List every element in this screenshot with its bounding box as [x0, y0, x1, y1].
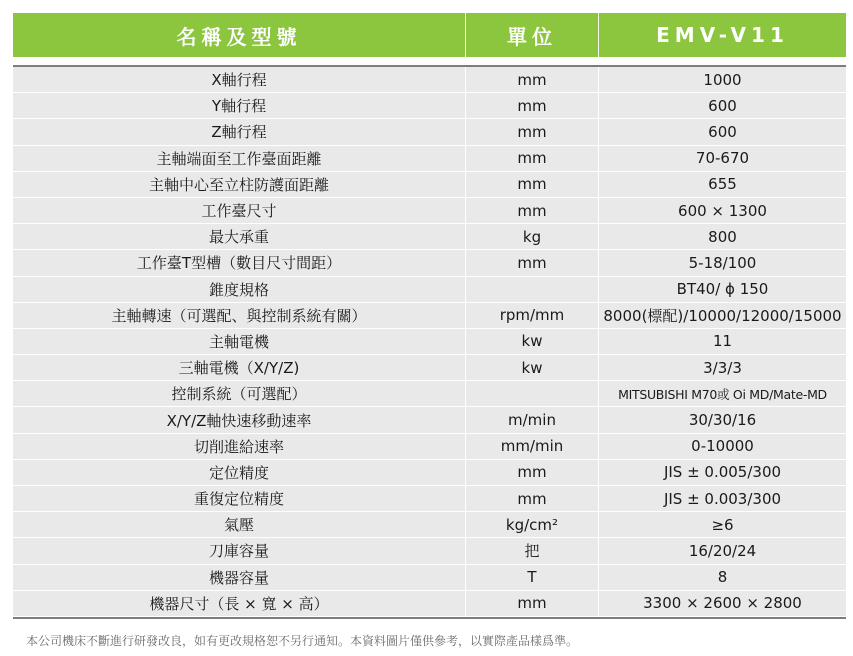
row-value-cell: 16/20/24	[688, 541, 757, 560]
table-row	[13, 277, 846, 303]
table-row	[13, 381, 846, 407]
row-unit-cell: mm	[466, 198, 599, 223]
table-row	[13, 146, 846, 172]
row-name-cell: 主軸電機	[13, 329, 466, 354]
row-name-cell: 最大承重	[13, 224, 466, 249]
row-unit-cell	[466, 381, 599, 406]
row-value-cell: 3/3/3	[703, 358, 742, 377]
row-value-cell: 600	[708, 96, 737, 115]
table-row	[13, 591, 846, 617]
row-value-cell: JIS ± 0.003/300	[663, 489, 782, 508]
row-unit-cell	[466, 277, 599, 302]
row-value-cell: 11	[712, 332, 733, 351]
table-header	[13, 13, 846, 57]
row-name-cell: 重復定位精度	[13, 486, 466, 511]
row-name-cell: 刀庫容量	[13, 538, 466, 563]
row-name-cell: X軸行程	[13, 67, 466, 92]
row-value-cell: 0-10000	[691, 437, 754, 456]
row-unit-cell: mm	[466, 591, 599, 616]
row-name-cell: 定位精度	[13, 460, 466, 485]
table-row	[13, 565, 846, 591]
row-value-cell: 70-670	[695, 149, 750, 168]
table-row	[13, 355, 846, 381]
row-unit-cell: mm	[466, 460, 599, 485]
spec-table	[13, 13, 846, 619]
row-name-cell: 氣壓	[13, 512, 466, 537]
row-value-cell: 1000	[703, 70, 742, 89]
header-model: EMV-V11	[656, 23, 789, 47]
row-value-cell: 8000(標配)/10000/12000/15000	[603, 306, 842, 325]
row-value-cell: 800	[708, 227, 737, 246]
row-value-cell: BT40/ ϕ 150	[676, 280, 769, 299]
row-name-cell: 工作臺尺寸	[13, 198, 466, 223]
footnote: 本公司機床不斷進行研發改良，如有更改規格恕不另行通知。本資料圖片僅供參考，以實際產品樣爲準。	[26, 634, 579, 648]
table-row	[13, 538, 846, 564]
row-name-cell: 主軸端面至工作臺面距離	[13, 146, 466, 171]
row-unit-cell: mm	[466, 250, 599, 275]
row-value-cell: MITSUBISHI M70或 Oi MD/Mate-MD	[618, 386, 827, 402]
row-unit-cell: T	[466, 565, 599, 590]
row-unit-cell: mm/min	[466, 434, 599, 459]
row-name-cell: 主軸中心至立柱防護面距離	[13, 172, 466, 197]
row-unit-cell: kw	[466, 329, 599, 354]
row-unit-cell: kw	[466, 355, 599, 380]
row-name-cell: Z軸行程	[13, 119, 466, 144]
row-name-cell: 控制系統（可選配）	[13, 381, 466, 406]
row-name-cell: 三軸電機（X/Y/Z)	[13, 355, 466, 380]
table-row	[13, 512, 846, 538]
row-unit-cell: mm	[466, 146, 599, 171]
table-row	[13, 93, 846, 119]
row-unit-cell: 把	[466, 538, 599, 563]
row-unit-cell: mm	[466, 93, 599, 118]
bottom-rule	[13, 617, 846, 619]
row-value-cell: 8	[717, 568, 728, 587]
header-unit: 單位	[466, 13, 599, 57]
row-unit-cell: mm	[466, 67, 599, 92]
table-row	[13, 250, 846, 276]
table-row	[13, 224, 846, 250]
table-row	[13, 67, 846, 93]
row-unit-cell: kg/cm²	[466, 512, 599, 537]
row-value-cell: 3300 × 2600 × 2800	[643, 594, 802, 613]
row-name-cell: Y軸行程	[13, 93, 466, 118]
row-name-cell: 工作臺T型槽（數目尺寸間距）	[13, 250, 466, 275]
row-name-cell: 主軸轉速（可選配、與控制系統有關）	[13, 303, 466, 328]
table-row	[13, 460, 846, 486]
row-name-cell: X/Y/Z軸快速移動速率	[13, 407, 466, 432]
row-value-cell: 5-18/100	[688, 253, 757, 272]
row-name-cell: 機器尺寸（長 × 寬 × 高）	[13, 591, 466, 616]
table-row	[13, 407, 846, 433]
row-value-cell: 30/30/16	[688, 411, 757, 430]
table-row	[13, 434, 846, 460]
table-row	[13, 119, 846, 145]
row-name-cell: 機器容量	[13, 565, 466, 590]
row-unit-cell: mm	[466, 172, 599, 197]
table-row	[13, 172, 846, 198]
row-name-cell: 錐度規格	[13, 277, 466, 302]
header-gap	[13, 57, 846, 65]
row-value-cell: 655	[708, 175, 737, 194]
table-body	[13, 67, 846, 617]
row-value-cell: ≥6	[711, 515, 734, 534]
table-row	[13, 329, 846, 355]
row-unit-cell: mm	[466, 486, 599, 511]
row-unit-cell: rpm/mm	[466, 303, 599, 328]
row-unit-cell: kg	[466, 224, 599, 249]
row-unit-cell: mm	[466, 119, 599, 144]
row-value-cell: 600 × 1300	[678, 201, 767, 220]
row-name-cell: 切削進給速率	[13, 434, 466, 459]
row-value-cell: JIS ± 0.005/300	[663, 463, 782, 482]
row-value-cell: 600	[708, 122, 737, 141]
table-row	[13, 486, 846, 512]
row-unit-cell: m/min	[466, 407, 599, 432]
table-row	[13, 303, 846, 329]
table-row	[13, 198, 846, 224]
header-name: 名稱及型號	[13, 13, 466, 57]
